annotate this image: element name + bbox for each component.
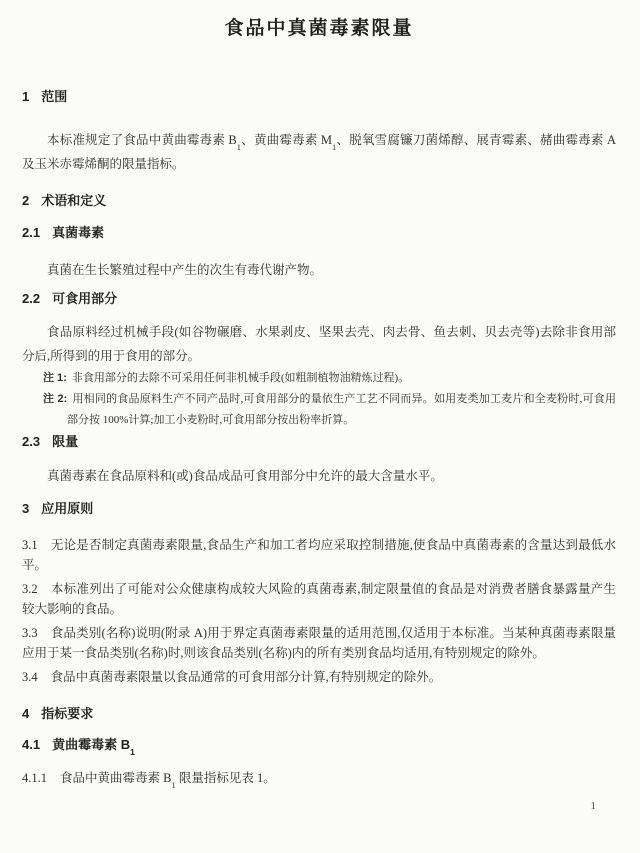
note-1-label: 注 1: [43,372,67,384]
subscript-m1: 1 [332,141,337,152]
clause-3-1-number: 3.1 [22,538,38,552]
clause-3-1 [22,535,616,575]
section-4-heading [22,705,616,723]
subscript-b1-heading: 1 [130,746,135,757]
clause-3-2 [22,579,616,619]
section-2-1-title: 真菌毒素 [52,225,105,240]
note-2-text: 用相同的食品原料生产不同产品时,可食用部分的量依生产工艺不同而异。如用麦类加工麦片和全麦粉时,可食用部分按 100%计算;加工小麦粉时,可食用部分按出粉率折算。 [67,393,616,426]
section-4-1-title: 黄曲霉毒素 B [52,737,131,752]
section-2-3-title: 限量 [52,434,79,449]
page-number: 1 [590,800,596,812]
section-4-title: 指标要求 [41,706,94,721]
note-1-text: 非食用部分的去除不可采用任何非机械手段(如粗制植物油精炼过程)。 [71,372,410,384]
clause-4-1-1 [22,768,616,789]
subscript-b1: 1 [236,141,242,152]
section-1-heading [22,88,616,106]
section-2-1-number: 2.1 [22,225,41,240]
clause-4-1-1-text-1: 食品中黄曲霉毒素 B [60,771,172,785]
scope-paragraph [22,128,616,176]
clause-3-4 [22,667,616,687]
section-3-heading [22,500,616,518]
clause-3-4-number: 3.4 [22,670,38,684]
section-2-2-number: 2.2 [22,291,41,306]
section-2-2-title: 可食用部分 [52,291,118,306]
clause-4-1-1-text-2: 限量指标见表 1。 [175,771,276,785]
section-2-number: 2 [22,193,30,208]
clause-3-3 [22,623,616,663]
section-4-number: 4 [22,706,30,721]
section-2-1-heading [22,224,616,242]
section-2-3-heading [22,433,616,451]
section-3-title: 应用原则 [41,501,94,516]
section-2-title: 术语和定义 [41,193,107,208]
section-2-heading [22,192,616,210]
document-title: 食品中真菌毒素限量 [224,18,414,39]
scope-text-3: 、脱氧雪腐镰刀菌烯醇、展青霉素、赭曲霉毒素 A 及玉米赤霉烯酮的限量指标。 [22,133,616,171]
clause-3-1-text: 无论是否制定真菌毒素限量,食品生产和加工者均应采取控制措施,使食品中真菌毒素的含量达到最低水平。 [22,538,616,572]
application-principles [22,535,616,687]
notes-block [22,368,616,431]
scope-text-2: 、黄曲霉毒素 M [241,133,333,147]
clause-3-3-text: 食品类别(名称)说明(附录 A)用于界定真菌毒素限量的适用范围,仅适用于本标准。当某种真菌毒素限量应用于某一食品类别(名称)时,则该食品类别(名称)内的所有类别食品均适用,有特别规定的除外。 [22,626,616,660]
clause-3-3-number: 3.3 [22,626,38,640]
clause-4-1-1-number: 4.1.1 [22,771,47,785]
section-4-1-number: 4.1 [22,737,41,752]
note-2 [43,389,616,431]
clause-3-4-text: 食品中真菌毒素限量以食品通常的可食用部分计算,有特别规定的除外。 [50,670,442,684]
definition-limit: 真菌毒素在食品原料和(或)食品成品可食用部分中允许的最大含量水平。 [47,469,443,483]
definition-edible-part: 食品原料经过机械手段(如谷物碾磨、水果剥皮、坚果去壳、肉去骨、鱼去刺、贝去壳等)去除非食用部分后,所得到的用于食用的部分。 [22,325,616,363]
note-1 [43,368,616,389]
section-3-number: 3 [22,501,30,516]
section-2-2-heading [22,290,616,308]
section-4-1-heading [22,736,616,757]
section-2-3-number: 2.3 [22,434,41,449]
section-1-title: 范围 [41,89,68,104]
note-2-label: 注 2: [43,393,68,405]
clause-3-2-text: 本标准列出了可能对公众健康构成较大风险的真菌毒素,制定限量值的食品是对消费者膳食暴露量产生较大影响的食品。 [22,582,616,616]
definition-mycotoxin: 真菌在生长繁殖过程中产生的次生有毒代谢产物。 [47,263,323,277]
subscript-b1-clause: 1 [171,779,176,790]
clause-3-2-number: 3.2 [22,582,38,596]
section-1-number: 1 [22,89,30,104]
scope-text-1: 本标准规定了食品中黄曲霉毒素 B [47,133,237,147]
